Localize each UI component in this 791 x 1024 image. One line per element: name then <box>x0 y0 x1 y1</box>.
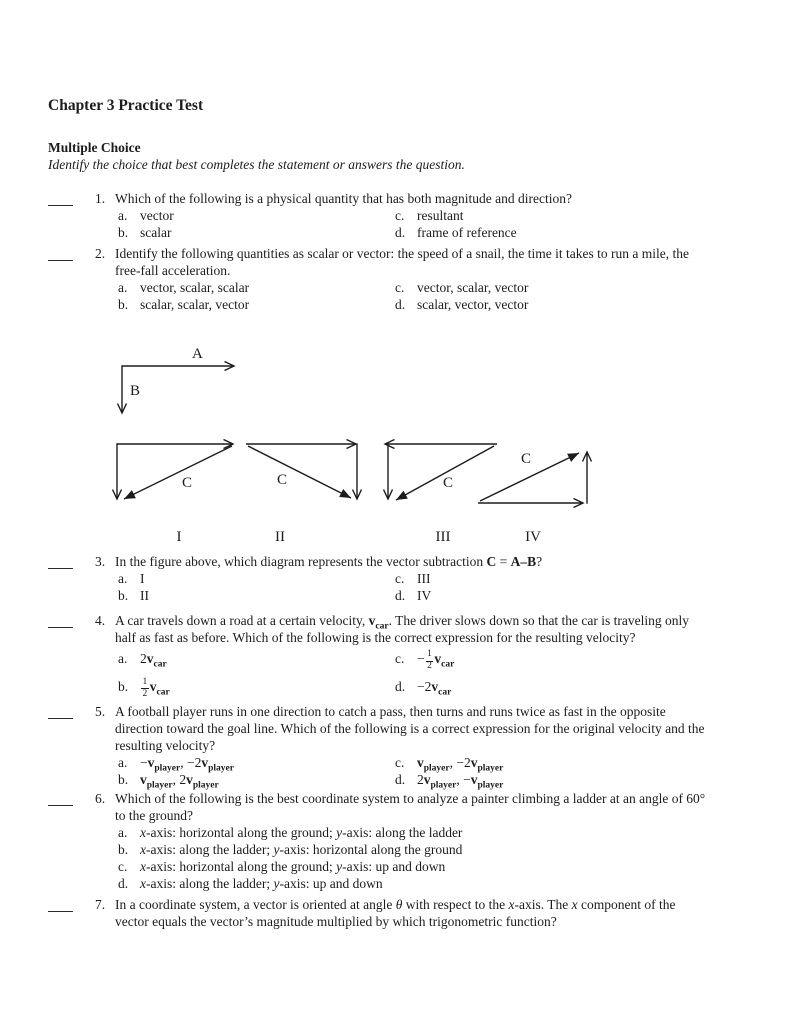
option-text: scalar, scalar, vector <box>140 297 250 312</box>
question-text: In the figure above, which diagram represents the vector subtraction C = A–B? <box>115 554 543 569</box>
diagram-iii-label: III <box>435 529 451 545</box>
option-text: $-v_{player}$, $-2v_{player}$ <box>140 755 234 775</box>
question-5 <box>48 703 751 792</box>
option-letter: b. <box>118 772 129 788</box>
option-text: I <box>140 571 145 586</box>
answer-blank <box>48 190 73 206</box>
option-letter: d. <box>395 588 406 603</box>
option-6b <box>118 841 751 858</box>
question-1 <box>48 190 751 241</box>
option-text: x-axis: horizontal along the ground; y-axis: along the ladder <box>140 825 463 841</box>
option-1c <box>395 207 751 224</box>
vector-diagram-figure <box>0 330 791 545</box>
option-text: III <box>417 571 431 586</box>
option-3d <box>395 587 751 604</box>
question-3 <box>48 553 751 604</box>
option-2a <box>118 279 395 296</box>
diagram-ii <box>246 443 357 499</box>
option-1b <box>118 224 395 241</box>
figure <box>0 330 751 545</box>
option-5b <box>118 771 395 792</box>
option-letter: b. <box>118 225 129 240</box>
option-letter: b. <box>118 678 129 694</box>
option-3c <box>395 570 751 587</box>
option-letter: b. <box>118 297 129 312</box>
question-number: 4. <box>95 613 106 628</box>
question-2 <box>48 245 751 313</box>
diagram-i-c-label: C <box>181 475 193 491</box>
diagram-i-c-arrow <box>124 446 232 499</box>
option-letter: d. <box>395 297 406 312</box>
option-letter: c. <box>395 571 405 586</box>
fraction: $\frac{1}{2}$ <box>427 649 432 672</box>
option-text: frame of reference <box>417 225 517 240</box>
answer-blank <box>48 896 73 912</box>
diagram-i <box>117 443 233 499</box>
option-letter: c. <box>395 280 405 295</box>
diagram-iv <box>478 452 587 504</box>
answer-blank <box>48 553 73 569</box>
diagram-iii <box>385 443 497 500</box>
option-1d <box>395 224 751 241</box>
option-letter: a. <box>118 208 128 223</box>
option-text: x-axis: along the ladder; y-axis: up and down <box>140 876 383 892</box>
diagram-i-label: I <box>176 529 182 545</box>
diagram-ii-label: II <box>275 529 285 545</box>
question-text: Identify the following quantities as scalar or vector: the speed of a snail, the time it takes to run a mile, the free-fall acceleration. <box>115 246 689 278</box>
option-2d <box>395 296 751 313</box>
question-4 <box>48 612 751 701</box>
option-4b <box>118 674 395 702</box>
option-4d <box>395 674 751 702</box>
diagram-iii-c-label: C <box>442 475 454 491</box>
diagram-ii-c-label: C <box>276 472 288 488</box>
option-letter: d. <box>118 876 129 892</box>
option-letter: b. <box>118 842 129 858</box>
option-letter: c. <box>395 208 405 223</box>
option-text: $2v_{car}$ <box>140 651 167 670</box>
option-4a <box>118 646 395 674</box>
answer-blank <box>48 245 73 261</box>
option-text: $v_{player}$, $2v_{player}$ <box>140 772 219 792</box>
option-letter: d. <box>395 225 406 240</box>
question-text: A football player runs in one direction to catch a pass, then turns and runs twice as fast in the opposite direction toward the goal line. Which of the following is a correct expression for the original velocity and the resulting velocity? <box>115 704 705 754</box>
option-2c <box>395 279 751 296</box>
option-letter: a. <box>118 571 128 586</box>
question-6 <box>48 790 751 892</box>
question-number: 5. <box>95 704 106 720</box>
diagram-iv-label: IV <box>525 529 541 545</box>
option-text: $v_{player}$, $-2v_{player}$ <box>417 755 504 775</box>
option-letter: a. <box>118 280 128 295</box>
option-text: x-axis: along the ladder; y-axis: horizontal along the ground <box>140 842 463 858</box>
question-number: 1. <box>95 191 106 206</box>
vector-b-label: B <box>130 383 141 399</box>
option-3a <box>118 570 395 587</box>
option-5d <box>395 771 751 792</box>
question-text: Which of the following is a physical quantity that has both magnitude and direction? <box>115 191 573 206</box>
option-6c <box>118 858 751 875</box>
diagram-ii-c-arrow <box>248 446 351 498</box>
question-text: A car travels down a road at a certain velocity, $v_{car}$. The driver slows down so that the car is traveling only half as fast as before. Which of the following is the correct expression for the resulting velocity? <box>115 613 690 645</box>
question-text: Which of the following is the best coordinate system to analyze a painter climbing a ladder at an angle of 60° to the ground? <box>115 791 706 824</box>
option-letter: a. <box>118 825 128 841</box>
option-text: vector, scalar, vector <box>417 280 529 295</box>
option-letter: a. <box>118 651 128 666</box>
page-title: Chapter 3 Practice Test <box>48 97 204 114</box>
vector-a-label: A <box>192 346 203 362</box>
option-3b <box>118 587 395 604</box>
option-letter: d. <box>395 678 406 694</box>
answer-blank <box>48 612 73 628</box>
option-letter: b. <box>118 588 129 603</box>
option-text: x-axis: horizontal along the ground; y-axis: up and down <box>140 859 446 875</box>
option-1a <box>118 207 395 224</box>
diagram-iii-c-arrow <box>396 446 494 500</box>
option-6d <box>118 875 751 892</box>
option-text: $2v_{player}$, $-v_{player}$ <box>417 772 504 792</box>
question-text: In a coordinate system, a vector is oriented at angle θ with respect to the x-axis. The x component of the vector equals the vector’s magnitude multiplied by which trigonometric function? <box>115 897 676 930</box>
option-letter: c. <box>395 651 405 666</box>
option-text: $-2v_{car}$ <box>417 678 452 698</box>
option-letter: c. <box>395 755 405 771</box>
option-text: vector, scalar, scalar <box>140 280 250 295</box>
option-5a <box>118 754 395 775</box>
option-text: resultant <box>417 208 464 223</box>
diagram-iv-c-label: C <box>520 451 532 467</box>
option-4c <box>395 646 751 674</box>
option-text: scalar <box>140 225 172 240</box>
instruction-text: Identify the choice that best completes the statement or answers the question. <box>48 157 465 172</box>
fraction: $\frac{1}{2}$ <box>142 676 148 699</box>
option-text: II <box>140 588 149 603</box>
question-7 <box>48 896 751 930</box>
question-number: 7. <box>95 897 106 913</box>
option-letter: c. <box>118 859 128 875</box>
section-heading: Multiple Choice <box>48 140 141 155</box>
question-number: 2. <box>95 246 106 261</box>
option-2b <box>118 296 395 313</box>
option-6a <box>118 824 751 841</box>
option-text: scalar, vector, vector <box>417 297 529 312</box>
option-text: vector <box>140 208 174 223</box>
answer-blank <box>48 703 73 719</box>
question-number: 3. <box>95 554 106 569</box>
option-text: − $\frac{1}{2}$ $v_{car}$ <box>417 649 455 672</box>
option-letter: d. <box>395 772 406 788</box>
option-text: IV <box>417 588 432 603</box>
option-5c <box>395 754 751 775</box>
option-text: $\frac{1}{2}$ $v_{car}$ <box>142 676 170 699</box>
option-letter: a. <box>118 755 128 771</box>
question-number: 6. <box>95 791 106 807</box>
answer-blank <box>48 790 73 806</box>
